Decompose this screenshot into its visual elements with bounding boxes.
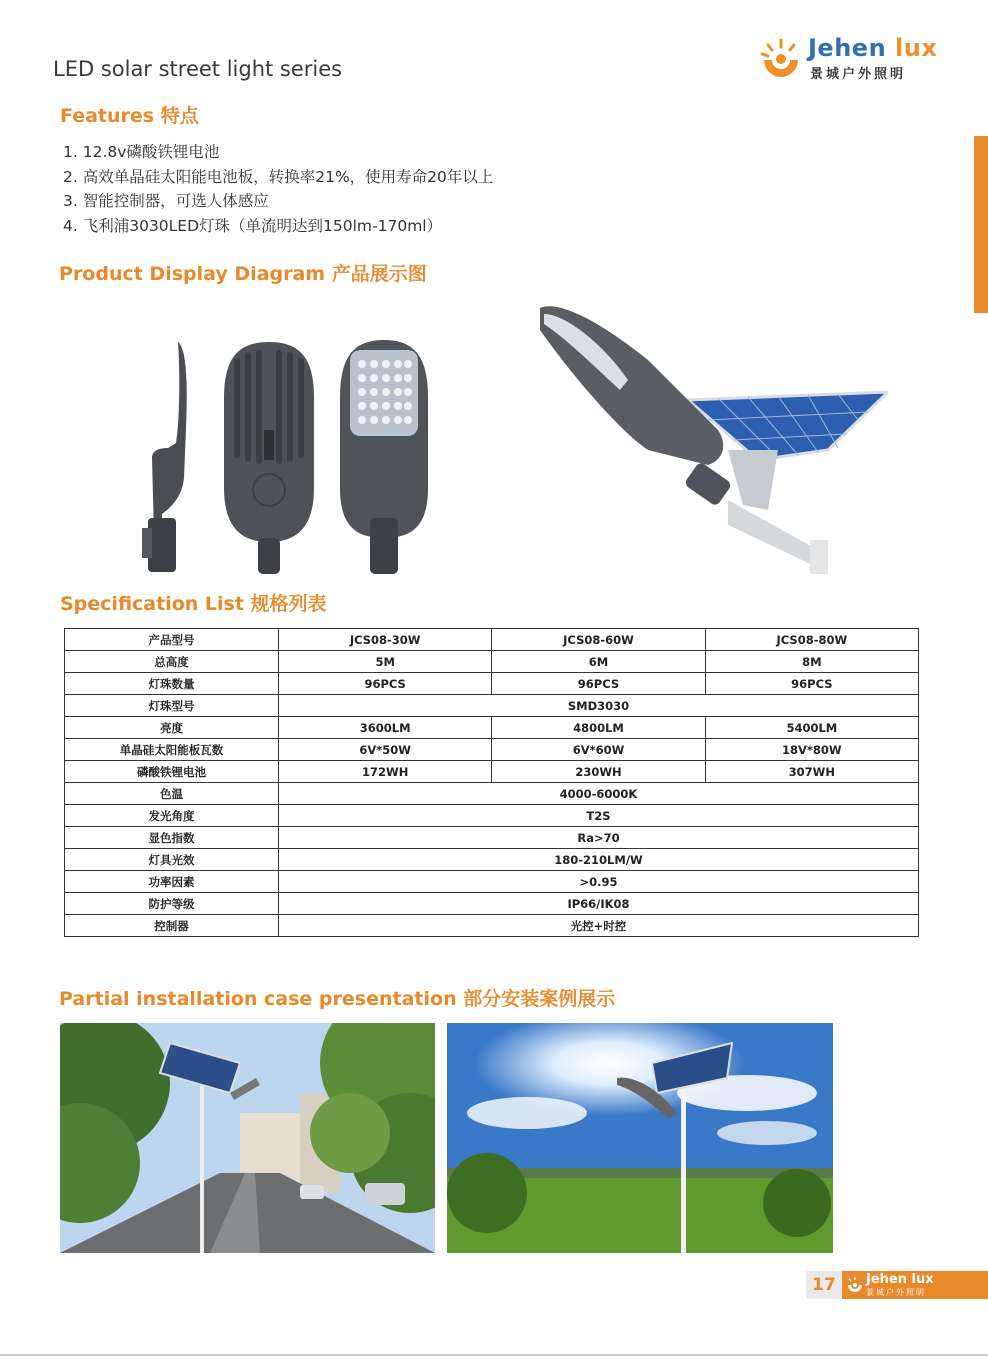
spec-label-cell: 亮度 (65, 717, 279, 739)
spec-row (65, 827, 919, 849)
case-photo-street (60, 1023, 435, 1253)
spec-label-cell: 单晶硅太阳能板瓦数 (65, 739, 279, 761)
lamp-back-view-image (220, 338, 318, 576)
logo-cn-text: 景城户外照明 (810, 67, 907, 82)
spec-value-cell: 96PCS (492, 673, 705, 695)
spec-value-cell: 6V*50W (279, 739, 492, 761)
spec-value-cell: 96PCS (705, 673, 918, 695)
spec-row (65, 871, 919, 893)
spec-value-cell: 96PCS (279, 673, 492, 695)
spec-value-cell: JCS08-30W (279, 629, 492, 651)
spec-value-cell-merged: T2S (279, 805, 919, 827)
spec-value-cell-merged: IP66/IK08 (279, 893, 919, 915)
spec-row (65, 915, 919, 937)
sun-logo-icon (758, 36, 804, 82)
spec-label-cell: 灯珠型号 (65, 695, 279, 717)
spec-row (65, 805, 919, 827)
spec-row (65, 717, 919, 739)
lamp-side-view-image (140, 338, 200, 576)
spec-label-cell: 产品型号 (65, 629, 279, 651)
page-number: 17 (806, 1271, 842, 1299)
spec-row (65, 629, 919, 651)
side-accent-tab (974, 136, 988, 313)
spec-value-cell: 3600LM (279, 717, 492, 739)
spec-value-cell: JCS08-60W (492, 629, 705, 651)
feature-item: 1. 12.8v磷酸铁锂电池 (63, 143, 220, 161)
spec-row (65, 783, 919, 805)
spec-label-cell: 控制器 (65, 915, 279, 937)
lamp-with-solar-panel-image (528, 300, 888, 580)
spec-value-cell: 4800LM (492, 717, 705, 739)
spec-label-cell: 磷酸铁锂电池 (65, 761, 279, 783)
spec-value-cell: 18V*80W (705, 739, 918, 761)
logo-wordmark-accent: lux (895, 34, 938, 62)
spec-label-cell: 发光角度 (65, 805, 279, 827)
spec-label-cell: 灯具光效 (65, 849, 279, 871)
product-display-heading: Product Display Diagram 产品展示图 (59, 263, 427, 285)
spec-value-cell-merged: 180-210LM/W (279, 849, 919, 871)
spec-label-cell: 显色指数 (65, 827, 279, 849)
spec-value-cell-merged: Ra>70 (279, 827, 919, 849)
footer-logo-wordmark: Jehen lux (866, 1272, 934, 1287)
feature-item: 4. 飞利浦3030LED灯珠（单流明达到150lm-170ml） (63, 216, 443, 235)
logo-wordmark (808, 34, 937, 62)
feature-item: 3. 智能控制器，可选人体感应 (63, 192, 269, 210)
spec-row (65, 761, 919, 783)
spec-value-cell: 8M (705, 651, 918, 673)
spec-label-cell: 防护等级 (65, 893, 279, 915)
spec-value-cell: 172WH (279, 761, 492, 783)
spec-row (65, 893, 919, 915)
spec-value-cell-merged: 4000-6000K (279, 783, 919, 805)
spec-value-cell: 5M (279, 651, 492, 673)
footer-logo-cn: 景城户外照明 (866, 1288, 926, 1297)
series-title: LED solar street light series (53, 57, 343, 81)
spec-value-cell: 6M (492, 651, 705, 673)
logo-wordmark-main: Jehen (808, 34, 887, 62)
footer-brand-bar (842, 1271, 988, 1299)
spec-value-cell-merged: SMD3030 (279, 695, 919, 717)
case-photo-field (447, 1023, 833, 1253)
feature-item: 2. 高效单晶硅太阳能电池板，转换率21%，使用寿命20年以上 (63, 167, 494, 186)
spec-row (65, 673, 919, 695)
spec-value-cell-merged: >0.95 (279, 871, 919, 893)
spec-value-cell: 230WH (492, 761, 705, 783)
spec-label-cell: 总高度 (65, 651, 279, 673)
footer-sun-icon (846, 1276, 864, 1294)
spec-value-cell: 307WH (705, 761, 918, 783)
spec-value-cell-merged: 光控+时控 (279, 915, 919, 937)
spec-value-cell: JCS08-80W (705, 629, 918, 651)
spec-row (65, 651, 919, 673)
spec-label-cell: 色温 (65, 783, 279, 805)
spec-table (64, 628, 919, 937)
lamp-front-view-image (338, 338, 430, 576)
brand-logo (758, 34, 948, 84)
cases-heading: Partial installation case presentation 部分安装案例展示 (59, 988, 616, 1010)
spec-value-cell: 6V*60W (492, 739, 705, 761)
spec-label-cell: 功率因素 (65, 871, 279, 893)
spec-row (65, 739, 919, 761)
features-list (63, 140, 493, 238)
spec-row (65, 695, 919, 717)
spec-row (65, 849, 919, 871)
spec-value-cell: 5400LM (705, 717, 918, 739)
features-heading: Features 特点 (60, 105, 199, 127)
spec-label-cell: 灯珠数量 (65, 673, 279, 695)
spec-heading: Specification List 规格列表 (60, 593, 327, 615)
